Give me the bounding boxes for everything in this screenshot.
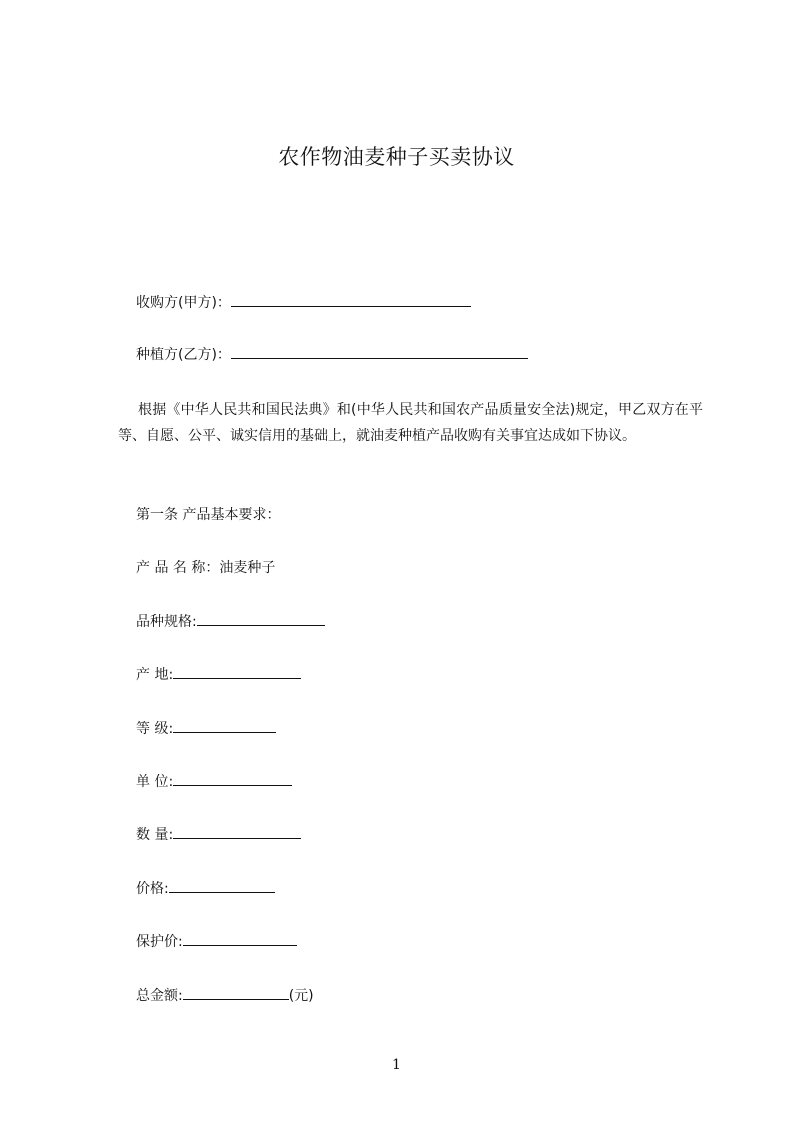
article1-heading: 第一条 产品基本要求： [136,507,281,523]
grade-line [136,718,276,739]
document-title: 农作物油麦种子买卖协议 [278,145,515,169]
origin-label: 产 地: [136,667,174,683]
price-line [136,878,275,899]
party-a-line [136,292,471,313]
total-amount-label: 总金额: [136,988,183,1004]
preamble-paragraph: 根据《中华人民共和国民法典》和(中华人民共和国农产品质量安全法)规定，甲乙双方在平等、自愿、公平、诚实信用的基础上，就油麦种植产品收购有关事宜达成如下协议。 [118,402,703,444]
protected-price-line [136,931,297,952]
party-b-label: 种植方(乙方)： [136,347,231,363]
total-amount-blank[interactable] [183,985,289,1000]
quantity-line [136,824,301,845]
grade-label: 等 级: [136,721,174,737]
quantity-blank[interactable] [173,824,301,839]
unit-blank[interactable] [173,771,292,786]
party-a-blank[interactable] [231,292,471,307]
unit-line [136,771,292,792]
page-number: 1 [392,1057,401,1073]
origin-line [136,664,301,685]
protected-price-blank[interactable] [183,931,297,946]
party-b-line [136,344,528,365]
grade-blank[interactable] [173,718,276,733]
variety-spec-label: 品种规格: [136,614,197,630]
price-label: 价格: [136,881,169,897]
price-blank[interactable] [169,878,275,893]
origin-blank[interactable] [173,664,301,679]
variety-spec-line [136,611,325,632]
variety-spec-blank[interactable] [197,611,325,626]
total-amount-line [136,985,314,1006]
total-amount-unit: (元) [288,988,314,1004]
party-b-blank[interactable] [231,344,528,359]
product-name-line: 产 品 名 称：油麦种子 [136,560,276,576]
protected-price-label: 保护价: [136,934,183,950]
quantity-label: 数 量: [136,827,174,843]
unit-label: 单 位: [136,774,174,790]
party-a-label: 收购方(甲方)： [136,295,231,311]
